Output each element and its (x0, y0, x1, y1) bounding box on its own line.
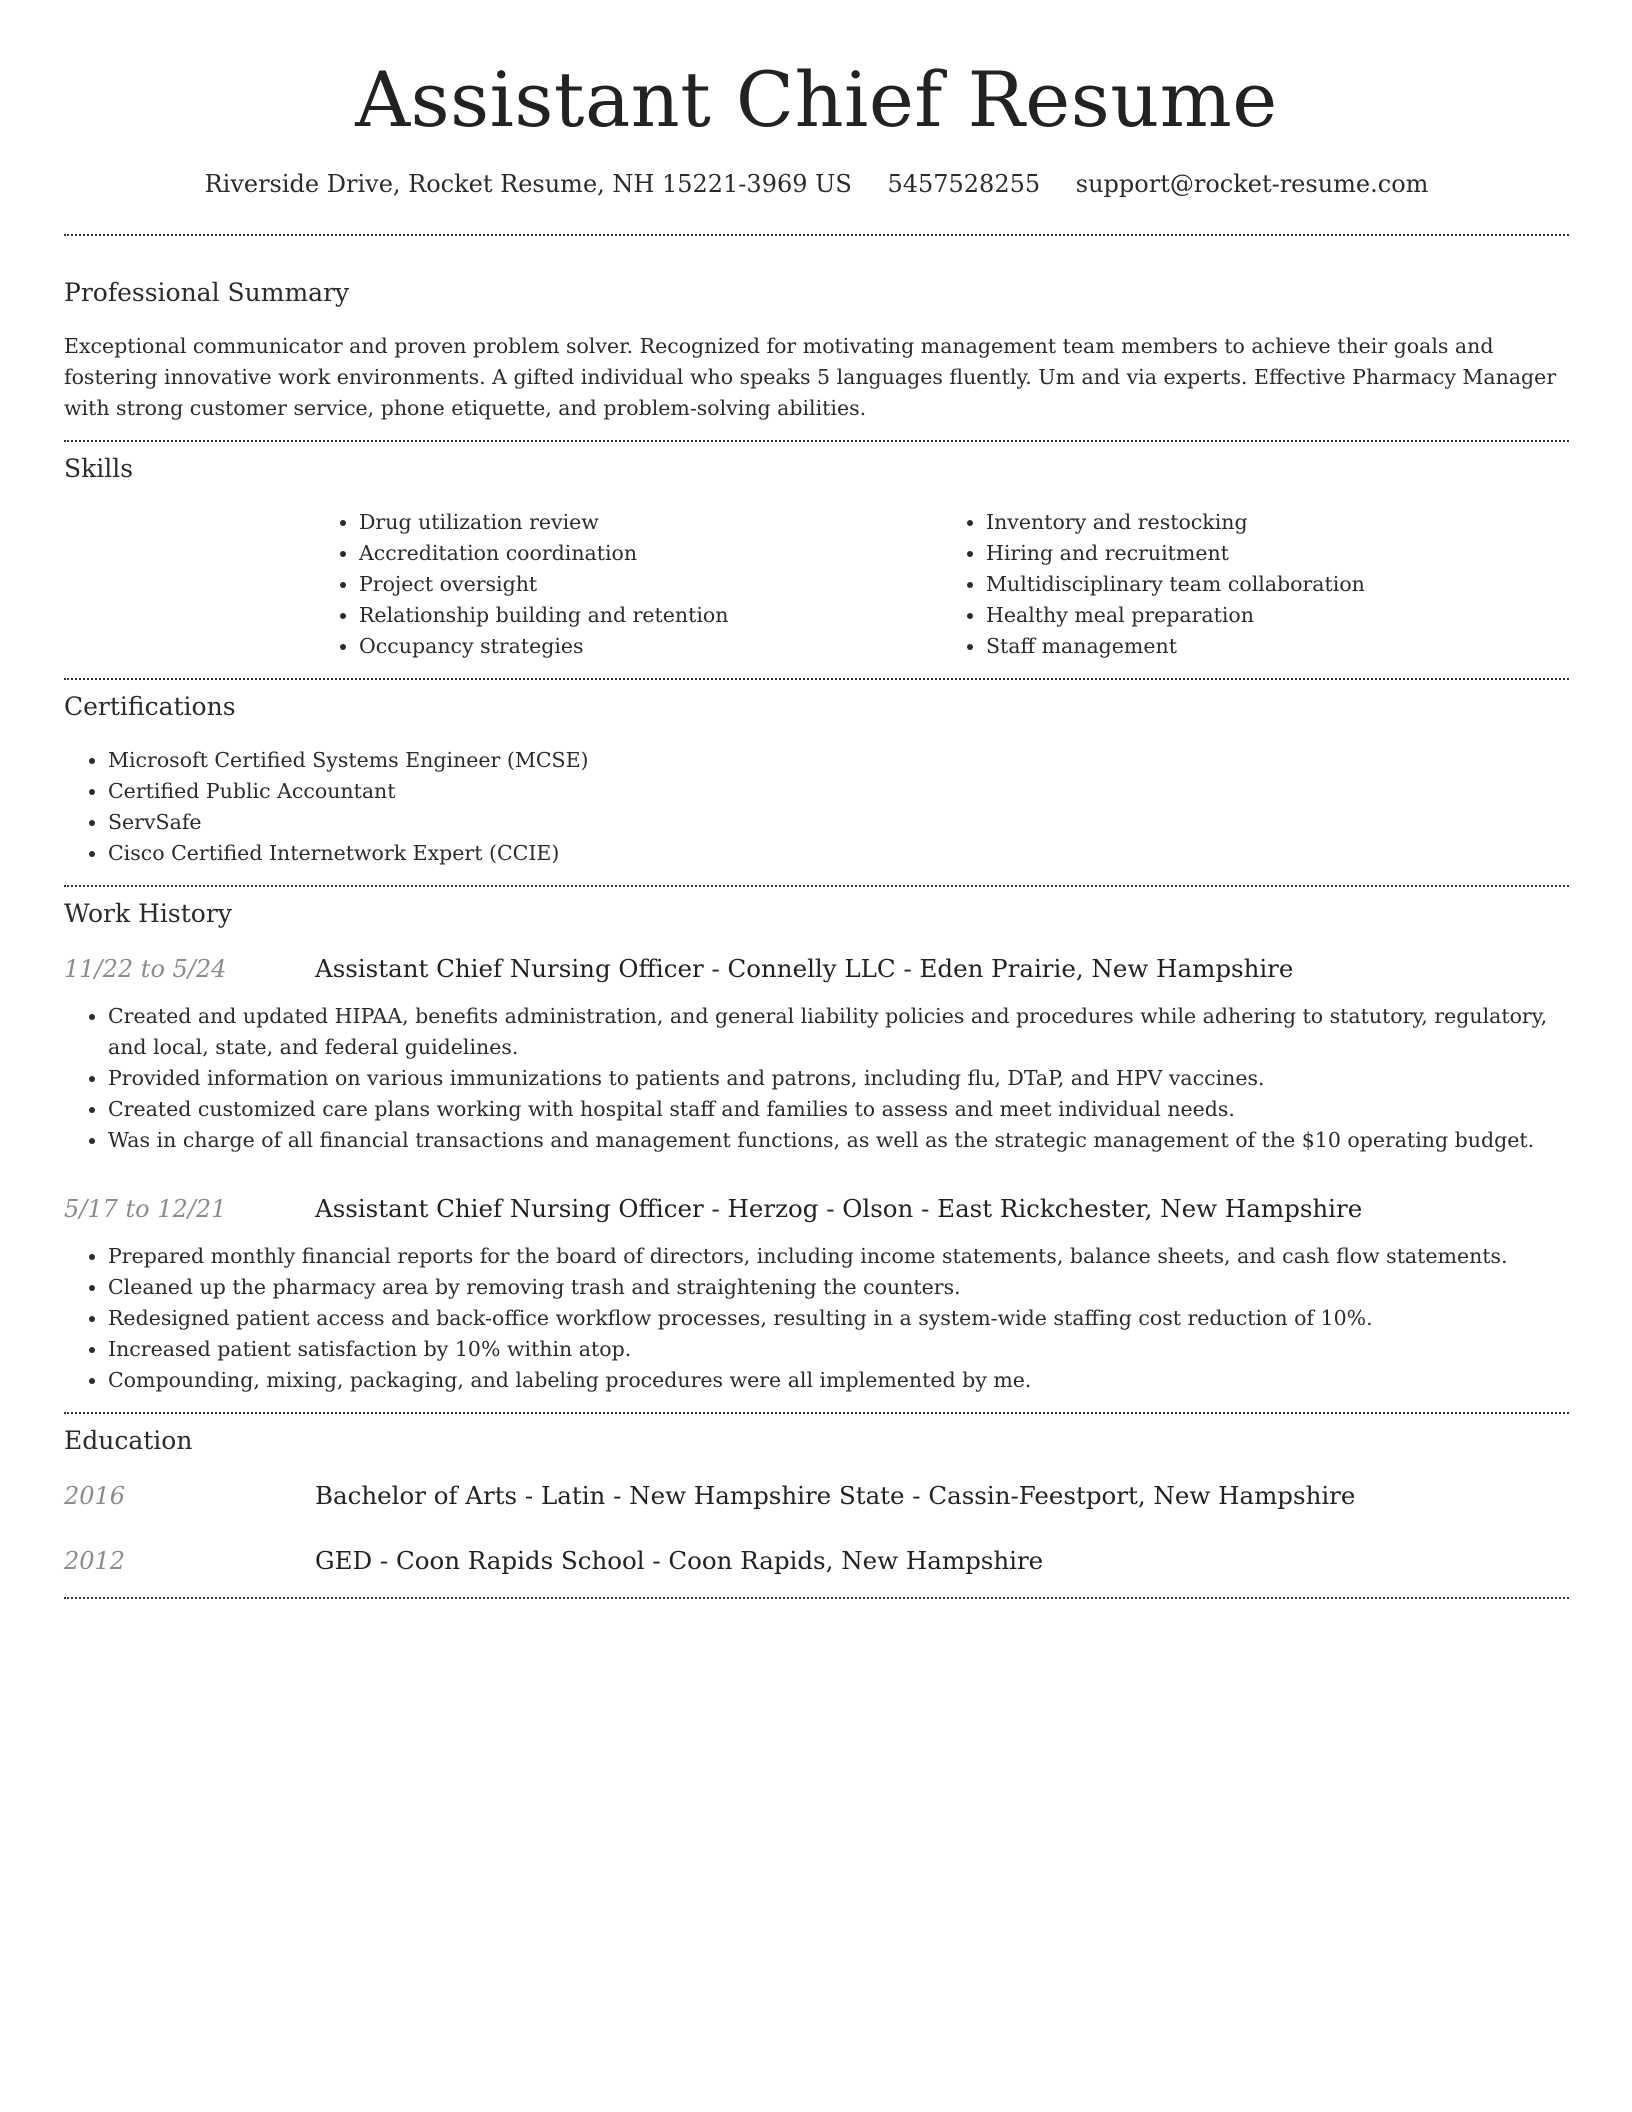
education-entry (64, 1546, 1569, 1575)
skills-section (64, 454, 1569, 662)
job-header (64, 954, 1569, 983)
education-section (64, 1426, 1569, 1575)
skills-heading: Skills (64, 454, 134, 483)
education-year: 2016 (64, 1482, 126, 1510)
job-heading: Assistant Chief Nursing Officer - Connelly LLC - Eden Prairie, New Hampshire (315, 954, 1294, 983)
summary-section (64, 278, 1569, 424)
skill-item: • Inventory and restocking (986, 507, 1569, 538)
summary-heading: Professional Summary (64, 278, 350, 307)
job-dates: 5/17 to 12/21 (64, 1195, 227, 1223)
job-heading: Assistant Chief Nursing Officer - Herzog - Olson - East Rickchester, New Hampshire (315, 1194, 1363, 1223)
skills-list (315, 507, 1569, 662)
job-bullet: • Increased patient satisfaction by 10% within atop. (108, 1334, 1569, 1365)
job-bullet: • Compounding, mixing, packaging, and labeling procedures were all implemented by me. (108, 1365, 1569, 1396)
resume-title: Assistant Chief Resume (355, 55, 1278, 144)
education-entry (64, 1481, 1569, 1510)
skill-item: • Staff management (986, 631, 1569, 662)
divider (64, 885, 1569, 887)
skill-item: • Occupancy strategies (359, 631, 942, 662)
job-entry (64, 954, 1569, 1156)
job-bullet: • Was in charge of all financial transactions and management functions, as well as the strategic management of the $10 operating budget. (108, 1125, 1569, 1156)
divider (64, 678, 1569, 680)
education-heading-text: GED - Coon Rapids School - Coon Rapids, New Hampshire (315, 1546, 1044, 1575)
summary-text: Exceptional communicator and proven problem solver. Recognized for motivating management team members to achieve their goals and fostering innovative work environments. A gifted individual who speaks 5 languages fluently. Um and via experts. Effective Pharmacy Manager with strong customer service, phone etiquette, and problem-solving abilities. (64, 334, 1557, 420)
job-bullet: • Provided information on various immunizations to patients and patrons, including flu, DTaP, and HPV vaccines. (108, 1063, 1569, 1094)
job-entry (64, 1194, 1569, 1396)
contact-line (64, 170, 1569, 198)
education-heading: Education (64, 1426, 193, 1455)
job-bullets (64, 1001, 1569, 1156)
divider (64, 1597, 1569, 1599)
divider (64, 234, 1569, 236)
certifications-heading: Certifications (64, 692, 236, 721)
education-heading-text: Bachelor of Arts - Latin - New Hampshire State - Cassin-Feestport, New Hampshire (315, 1481, 1356, 1510)
resume-page (64, 0, 1569, 1599)
job-bullet: • Redesigned patient access and back-office workflow processes, resulting in a system-wide staffing cost reduction of 10%. (108, 1303, 1569, 1334)
job-bullet: • Cleaned up the pharmacy area by removing trash and straightening the counters. (108, 1272, 1569, 1303)
certification-item: • Certified Public Accountant (108, 776, 1569, 807)
work-history-section (64, 899, 1569, 1396)
certification-item: • ServSafe (108, 807, 1569, 838)
divider (64, 440, 1569, 442)
skill-item: • Healthy meal preparation (986, 600, 1569, 631)
job-dates: 11/22 to 5/24 (64, 955, 227, 983)
certifications-list (64, 745, 1569, 869)
job-bullet: • Created customized care plans working with hospital staff and families to assess and meet individual needs. (108, 1094, 1569, 1125)
job-bullets (64, 1241, 1569, 1396)
contact-phone: 5457528255 (887, 170, 1041, 198)
skill-item: • Project oversight (359, 569, 942, 600)
skills-column-left (315, 507, 942, 662)
certifications-section (64, 692, 1569, 869)
job-bullet: • Created and updated HIPAA, benefits administration, and general liability policies and procedures while adhering to statutory, regulatory, and local, state, and federal guidelines. (108, 1001, 1569, 1063)
certification-item: • Cisco Certified Internetwork Expert (CCIE) (108, 838, 1569, 869)
skill-item: • Accreditation coordination (359, 538, 942, 569)
contact-address: Riverside Drive, Rocket Resume, NH 15221-3969 US (204, 170, 852, 198)
divider (64, 1412, 1569, 1414)
contact-email: support@rocket-resume.com (1075, 170, 1429, 198)
education-year: 2012 (64, 1547, 126, 1575)
skill-item: • Relationship building and retention (359, 600, 942, 631)
certification-item: • Microsoft Certified Systems Engineer (MCSE) (108, 745, 1569, 776)
skills-column-right (942, 507, 1569, 662)
skill-item: • Multidisciplinary team collaboration (986, 569, 1569, 600)
job-bullet: • Prepared monthly financial reports for the board of directors, including income statements, balance sheets, and cash flow statements. (108, 1241, 1569, 1272)
skill-item: • Hiring and recruitment (986, 538, 1569, 569)
job-header (64, 1194, 1569, 1223)
work-history-heading: Work History (64, 899, 232, 928)
skill-item: • Drug utilization review (359, 507, 942, 538)
